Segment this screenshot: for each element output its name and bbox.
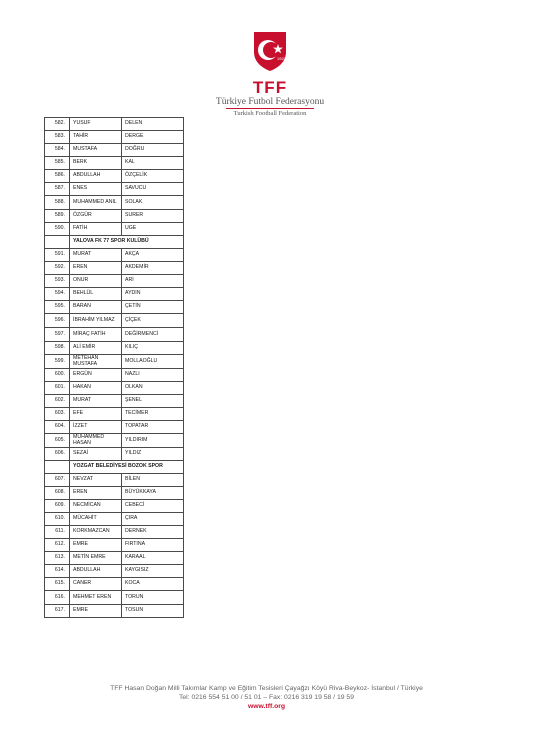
row-number-cell: [45, 461, 70, 474]
last-name: KARAAL: [122, 552, 184, 565]
last-name: TECİMER: [122, 408, 184, 421]
players-table: [44, 117, 184, 618]
table-row: [45, 342, 184, 355]
last-name: DEĞİRMENCİ: [122, 328, 184, 342]
last-name: KAL: [122, 157, 184, 170]
last-name: ÇIRA: [122, 513, 184, 526]
last-name: TOPATAR: [122, 421, 184, 434]
table-row: [45, 395, 184, 408]
last-name: YILDIRIM: [122, 434, 184, 448]
row-number: 616.: [45, 591, 70, 605]
table-row: [45, 210, 184, 223]
first-name: MURAT: [70, 395, 122, 408]
last-name: SOLAK: [122, 196, 184, 210]
row-number: 613.: [45, 552, 70, 565]
last-name: KILIÇ: [122, 342, 184, 355]
first-name: ALİ EMİR: [70, 342, 122, 355]
federation-name-en: Turkish Football Federation: [233, 110, 307, 117]
first-name: EMRE: [70, 539, 122, 552]
table-row: [45, 249, 184, 262]
last-name: ŞENEL: [122, 395, 184, 408]
last-name: SAVUCU: [122, 183, 184, 196]
table-row: [45, 552, 184, 565]
first-name: MİRAÇ FATİH: [70, 328, 122, 342]
table-row: [45, 196, 184, 210]
footer-website[interactable]: www.tff.org: [247, 703, 286, 710]
row-number: 588.: [45, 196, 70, 210]
last-name: FIRTINA: [122, 539, 184, 552]
first-name: ABDULLAH: [70, 170, 122, 183]
last-name: MOLLAOĞLU: [122, 355, 184, 369]
tff-logo-text: TFF: [252, 78, 288, 97]
first-name: SEZAİ: [70, 448, 122, 461]
first-name: ERGÜN: [70, 369, 122, 382]
table-row: [45, 131, 184, 144]
table-row: [45, 474, 184, 487]
table-row: [45, 421, 184, 434]
last-name: AKDEMİR: [122, 262, 184, 275]
table-row: [45, 144, 184, 157]
row-number: 609.: [45, 500, 70, 513]
row-number: 590.: [45, 223, 70, 236]
first-name: BARAN: [70, 301, 122, 314]
last-name: NAZLI: [122, 369, 184, 382]
last-name: ÇİÇEK: [122, 314, 184, 328]
first-name: ONUR: [70, 275, 122, 288]
first-name: MUHAMMED HASAN: [70, 434, 122, 448]
row-number: 589.: [45, 210, 70, 223]
last-name: ÇETİN: [122, 301, 184, 314]
table-row: [45, 328, 184, 342]
first-name: NECMİCAN: [70, 500, 122, 513]
row-number: 615.: [45, 578, 70, 591]
first-name: CANER: [70, 578, 122, 591]
header-divider: [226, 108, 314, 109]
table-row: [45, 605, 184, 618]
first-name: ABDULLAH: [70, 565, 122, 578]
first-name: HAKAN: [70, 382, 122, 395]
table-row: [45, 183, 184, 196]
row-number: 585.: [45, 157, 70, 170]
first-name: EREN: [70, 262, 122, 275]
table-row: [45, 565, 184, 578]
table-row: [45, 314, 184, 328]
row-number: 583.: [45, 131, 70, 144]
svg-text:1923: 1923: [277, 56, 286, 61]
last-name: DOĞRU: [122, 144, 184, 157]
table-row: [45, 262, 184, 275]
first-name: KORKMAZCAN: [70, 526, 122, 539]
row-number: 612.: [45, 539, 70, 552]
row-number: 598.: [45, 342, 70, 355]
last-name: YILDIZ: [122, 448, 184, 461]
row-number: 602.: [45, 395, 70, 408]
table-row: [45, 355, 184, 369]
table-row: [45, 157, 184, 170]
first-name: BEHLÜL: [70, 288, 122, 301]
row-number: 617.: [45, 605, 70, 618]
tff-crest-logo: [250, 30, 290, 72]
table-row: [45, 118, 184, 131]
last-name: KOCA: [122, 578, 184, 591]
last-name: AYDIN: [122, 288, 184, 301]
row-number: 606.: [45, 448, 70, 461]
last-name: CEBECİ: [122, 500, 184, 513]
last-name: ÖZÇELİK: [122, 170, 184, 183]
table-row: [45, 301, 184, 314]
row-number: 603.: [45, 408, 70, 421]
row-number: 597.: [45, 328, 70, 342]
last-name: UGE: [122, 223, 184, 236]
table-row: [45, 170, 184, 183]
last-name: DERGE: [122, 131, 184, 144]
row-number: 614.: [45, 565, 70, 578]
last-name: ARI: [122, 275, 184, 288]
table-row: [45, 288, 184, 301]
row-number: 600.: [45, 369, 70, 382]
last-name: KAYGISIZ: [122, 565, 184, 578]
club-header-row: [45, 236, 184, 249]
table-row: [45, 275, 184, 288]
row-number: 605.: [45, 434, 70, 448]
row-number: 587.: [45, 183, 70, 196]
table-row: [45, 487, 184, 500]
table-row: [45, 434, 184, 448]
row-number: 595.: [45, 301, 70, 314]
row-number: 596.: [45, 314, 70, 328]
first-name: EFE: [70, 408, 122, 421]
table-row: [45, 382, 184, 395]
row-number: 591.: [45, 249, 70, 262]
footer-address: TFF Hasan Doğan Milli Takımlar Kamp ve Eğitim Tesisleri Çayağzı Köyü Riva-Beykoz- İstanbul / Türkiye: [110, 685, 423, 692]
first-name: İZZET: [70, 421, 122, 434]
first-name: EMRE: [70, 605, 122, 618]
table-row: [45, 591, 184, 605]
first-name: MEHMET EREN: [70, 591, 122, 605]
last-name: TOSUN: [122, 605, 184, 618]
first-name: MÜCAHİT: [70, 513, 122, 526]
row-number: 610.: [45, 513, 70, 526]
first-name: MUHAMMED ANIL: [70, 196, 122, 210]
club-name: YOZGAT BELEDİYESİ BOZOK SPOR: [70, 461, 184, 474]
row-number: 608.: [45, 487, 70, 500]
last-name: DERNEK: [122, 526, 184, 539]
last-name: OLKAN: [122, 382, 184, 395]
first-name: BERK: [70, 157, 122, 170]
row-number: 604.: [45, 421, 70, 434]
first-name: ENES: [70, 183, 122, 196]
last-name: TORUN: [122, 591, 184, 605]
row-number: 607.: [45, 474, 70, 487]
first-name: EREN: [70, 487, 122, 500]
last-name: BİLEN: [122, 474, 184, 487]
table-row: [45, 223, 184, 236]
table-row: [45, 500, 184, 513]
row-number: 593.: [45, 275, 70, 288]
first-name: FATİH: [70, 223, 122, 236]
row-number: 582.: [45, 118, 70, 131]
first-name: MURAT: [70, 249, 122, 262]
row-number: 594.: [45, 288, 70, 301]
last-name: AKÇA: [122, 249, 184, 262]
row-number-cell: [45, 236, 70, 249]
table-row: [45, 578, 184, 591]
row-number: 586.: [45, 170, 70, 183]
first-name: METEHAN MUSTAFA: [70, 355, 122, 369]
first-name: İBRAHİM YILMAZ: [70, 314, 122, 328]
last-name: SURER: [122, 210, 184, 223]
federation-name: Türkiye Futbol Federasyonu: [215, 97, 325, 107]
row-number: 611.: [45, 526, 70, 539]
first-name: YUSUF: [70, 118, 122, 131]
last-name: DELEN: [122, 118, 184, 131]
first-name: MUSTAFA: [70, 144, 122, 157]
row-number: 592.: [45, 262, 70, 275]
row-number: 584.: [45, 144, 70, 157]
table-row: [45, 539, 184, 552]
footer-phone: Tel: 0216 554 51 00 / 51 01 – Fax: 0216 319 19 58 / 19 59: [179, 694, 354, 701]
first-name: NEVZAT: [70, 474, 122, 487]
last-name: BÜYÜKKAYA: [122, 487, 184, 500]
first-name: ÖZGÜR: [70, 210, 122, 223]
table-row: [45, 408, 184, 421]
table-row: [45, 448, 184, 461]
club-name: YALOVA FK 77 SPOR KULÜBÜ: [70, 236, 184, 249]
row-number: 601.: [45, 382, 70, 395]
first-name: METİN EMRE: [70, 552, 122, 565]
row-number: 599.: [45, 355, 70, 369]
table-row: [45, 513, 184, 526]
club-header-row: [45, 461, 184, 474]
first-name: TAHİR: [70, 131, 122, 144]
table-row: [45, 369, 184, 382]
table-row: [45, 526, 184, 539]
